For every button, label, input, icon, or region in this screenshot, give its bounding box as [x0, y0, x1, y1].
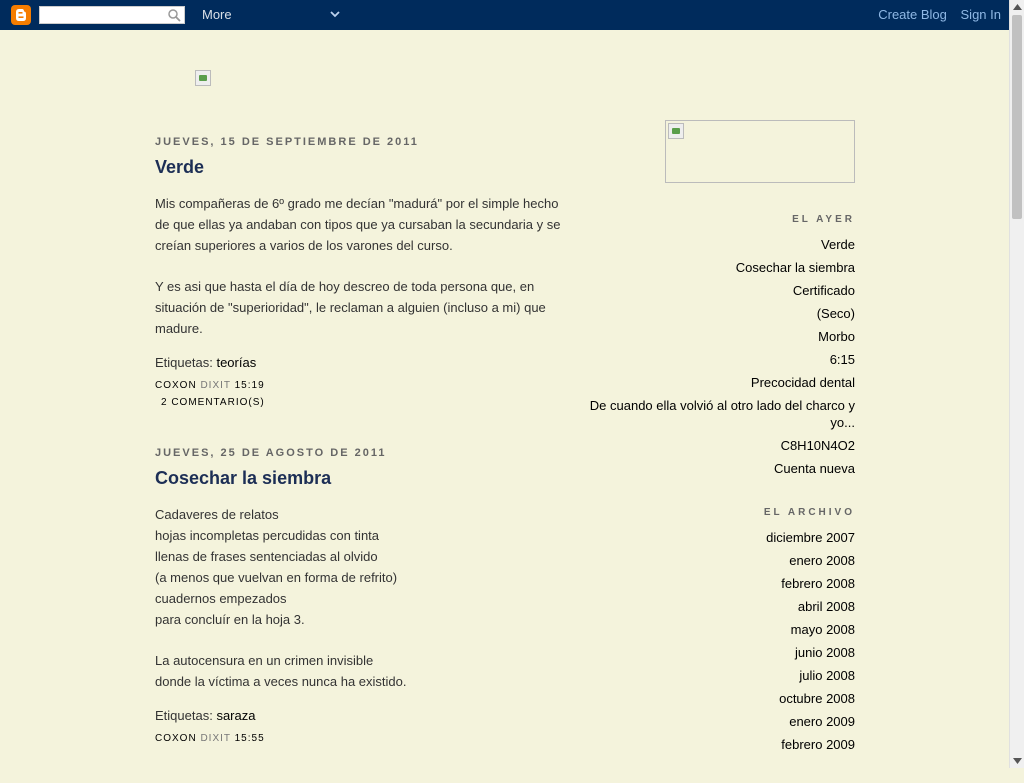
label-link[interactable]: saraza	[216, 708, 256, 723]
post-footer	[155, 733, 575, 744]
label-link[interactable]: teorías	[216, 355, 257, 370]
post-line: para concluír en la hoja 3.	[155, 612, 305, 627]
comments-link[interactable]: 2 COMENTARIO(S)	[161, 397, 265, 408]
sidebar-image[interactable]	[665, 120, 855, 183]
blog-search-input[interactable]	[42, 8, 166, 24]
post-date: JUEVES, 25 DE AGOSTO DE 2011	[155, 447, 387, 459]
post-labels	[155, 355, 575, 370]
post-line: Cadaveres de relatos	[155, 507, 279, 522]
main-content	[155, 128, 575, 783]
post-body	[155, 193, 575, 339]
scroll-down-icon[interactable]	[1013, 758, 1022, 764]
list-item[interactable]: diciembre 2007	[766, 530, 855, 545]
list-item[interactable]: abril 2008	[797, 599, 855, 614]
post-title[interactable]: Cosechar la siembra	[155, 468, 332, 488]
sidebar-title-ayer: EL AYER	[792, 214, 855, 225]
broken-image-icon	[668, 123, 684, 139]
post	[155, 447, 575, 744]
list-item[interactable]: junio 2008	[795, 645, 855, 660]
list-item[interactable]: mayo 2008	[790, 622, 855, 637]
post	[155, 136, 575, 408]
labels-prefix: Etiquetas:	[155, 355, 213, 370]
blog-search-box[interactable]	[39, 6, 185, 24]
blogger-logo-icon[interactable]	[11, 5, 31, 25]
sign-in-link[interactable]: Sign In	[960, 7, 1001, 22]
blog-header-image[interactable]	[195, 70, 211, 86]
scroll-up-icon[interactable]	[1013, 4, 1022, 10]
list-item[interactable]: enero 2009	[789, 714, 855, 729]
post-line: situación de "superioridad", le reclaman a alguien (incluso a mi) que	[155, 300, 546, 315]
post-line: de que ellas ya andaban con tipos que ya cursaban la secundaria y se	[155, 217, 561, 232]
recent-posts-list	[586, 236, 855, 477]
page-scrollbar[interactable]	[1009, 0, 1024, 768]
list-item[interactable]: octubre 2008	[779, 691, 855, 706]
post-line: llenas de frases sentenciadas al olvido	[155, 549, 378, 564]
chevron-down-icon[interactable]	[329, 8, 341, 20]
list-item[interactable]: Certificado	[792, 283, 855, 298]
list-item[interactable]: Verde	[821, 237, 855, 252]
post-line: cuadernos empezados	[155, 591, 287, 606]
list-item[interactable]: febrero 2008	[781, 576, 855, 591]
post-body	[155, 504, 575, 692]
post-line: donde la víctima a veces nunca ha existido.	[155, 674, 407, 689]
post-line: Y es asi que hasta el día de hoy descreo de toda persona que, en	[155, 279, 535, 294]
dixit-text: DIXIT	[200, 380, 231, 391]
post-line: hojas incompletas percudidas con tinta	[155, 528, 380, 543]
list-item[interactable]: enero 2008	[789, 553, 855, 568]
scrollbar-thumb[interactable]	[1012, 15, 1022, 219]
post-line: Mis compañeras de 6º grado me decían "madurá" por el simple hecho	[155, 196, 559, 211]
sidebar	[586, 120, 855, 759]
post-line	[155, 256, 575, 276]
post-line: La autocensura en un crimen invisible	[155, 653, 374, 668]
post-author: COXON	[155, 733, 197, 744]
create-blog-link[interactable]: Create Blog	[878, 7, 947, 22]
archive-list	[586, 529, 855, 753]
list-item[interactable]: 6:15	[829, 352, 855, 367]
list-item[interactable]: Precocidad dental	[750, 375, 855, 390]
sidebar-title-archivo: EL ARCHIVO	[763, 507, 855, 518]
list-item[interactable]: (Seco)	[816, 306, 855, 321]
post-line: (a menos que vuelvan en forma de refrito)	[155, 570, 398, 585]
list-item[interactable]: febrero 2009	[781, 737, 855, 752]
list-item[interactable]: julio 2008	[799, 668, 855, 683]
post-line: creían superiores a varios de los varones del curso.	[155, 238, 453, 253]
list-item[interactable]: Cuenta nueva	[774, 461, 855, 476]
list-item[interactable]: De cuando ella volvió al otro lado del charco y yo...	[589, 398, 855, 430]
post-author: COXON	[155, 380, 197, 391]
labels-prefix: Etiquetas:	[155, 708, 213, 723]
list-item[interactable]: Morbo	[818, 329, 855, 344]
post-line: madure.	[155, 321, 203, 336]
blogger-navbar	[0, 0, 1009, 30]
list-item[interactable]: C8H10N4O2	[780, 438, 855, 453]
post-line	[155, 630, 575, 650]
post-labels	[155, 708, 575, 723]
post-time-link[interactable]: 15:19	[234, 380, 265, 391]
post-title[interactable]: Verde	[155, 157, 205, 177]
post-footer	[155, 380, 575, 391]
post-date: JUEVES, 15 DE SEPTIEMBRE DE 2011	[155, 136, 419, 148]
post-time-link[interactable]: 15:55	[234, 733, 265, 744]
more-menu[interactable]: More	[202, 7, 232, 22]
broken-image-icon	[195, 70, 211, 86]
list-item[interactable]: Cosechar la siembra	[735, 260, 855, 275]
dixit-text: DIXIT	[200, 733, 231, 744]
search-icon[interactable]	[168, 9, 181, 22]
